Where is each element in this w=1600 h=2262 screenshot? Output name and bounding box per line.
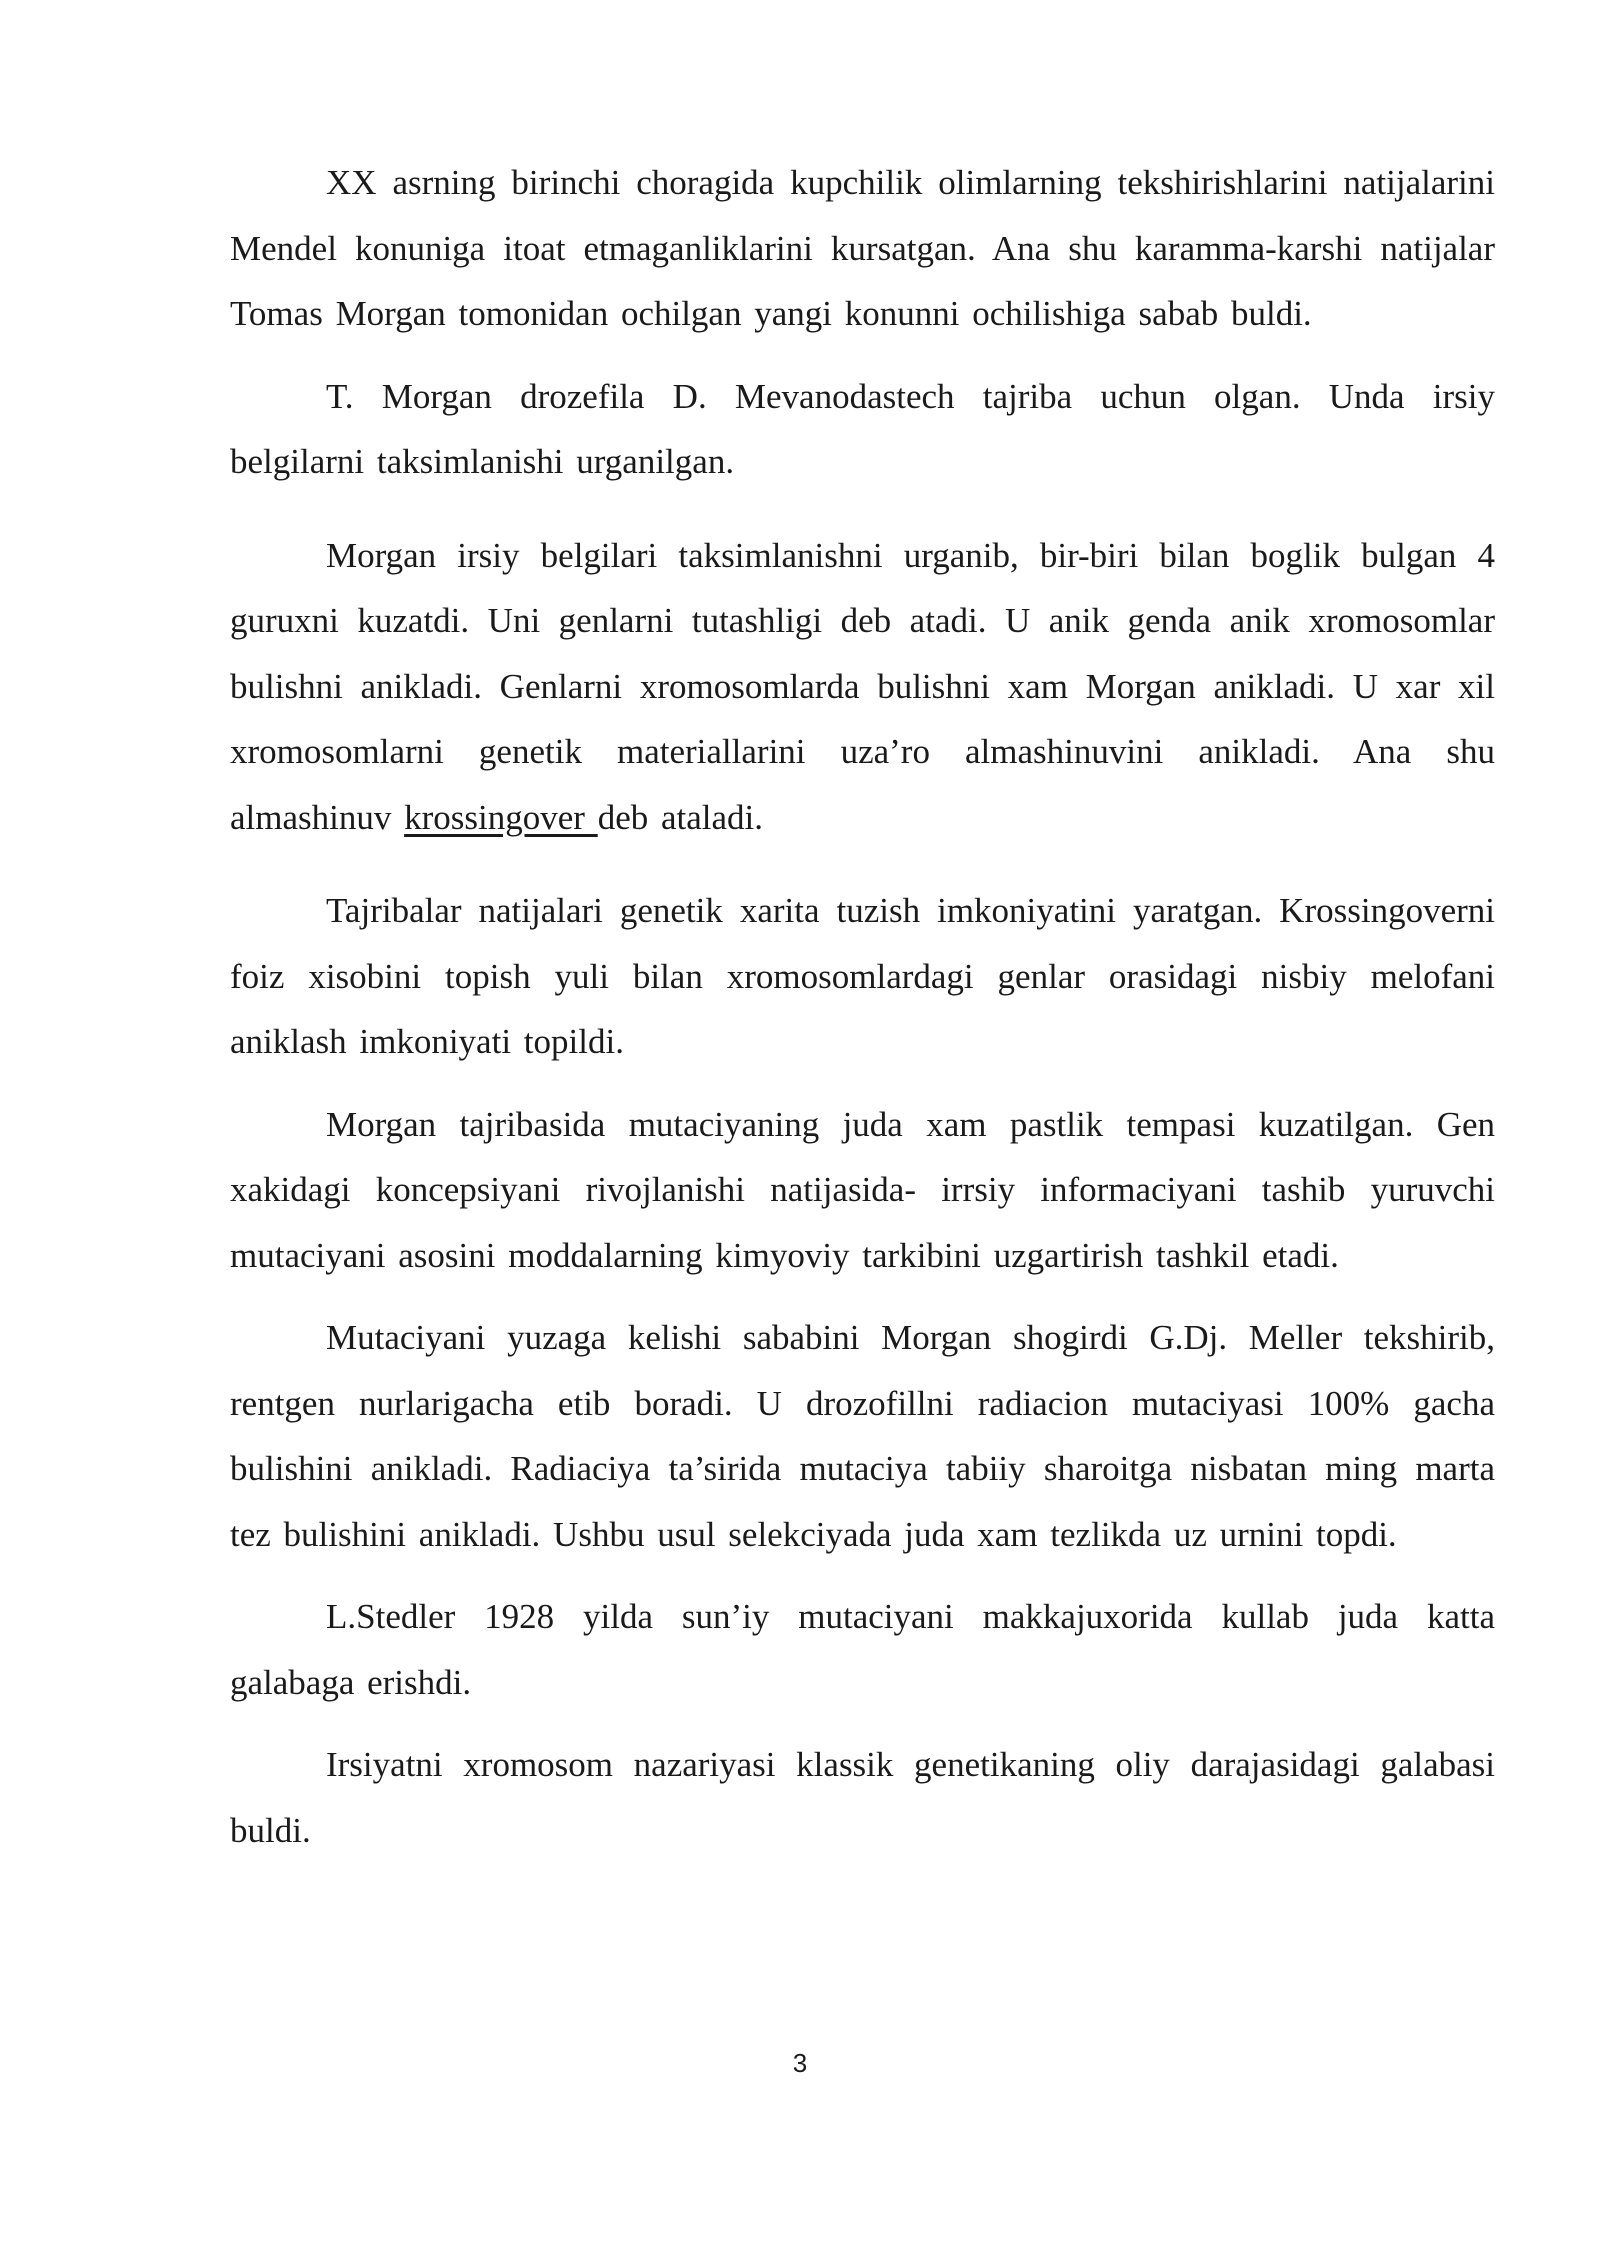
paragraph-7: L.Stedler 1928 yilda sun’iy mutaciyani makkajuxorida kullab juda katta galabaga erishdi. bbox=[230, 1597, 1495, 1702]
paragraph-6: Mutaciyani yuzaga kelishi sababini Morgan shogirdi G.Dj. Meller tekshirib, rentgen nurlarigacha etib boradi. U drozofillni radiacion mutaciyasi 100% gacha bulishini anikladi. Radiaciya ta’sirida mutaciya tabiiy sharoitga nisbatan ming marta tez bulishini anikladi. Ushbu usul selekciyada juda xam tezlikda uz urnini topdi. bbox=[230, 1318, 1495, 1554]
paragraph-3 bbox=[230, 523, 1495, 851]
document-page bbox=[230, 150, 1495, 1863]
paragraph-8: Irsiyatni xromosom nazariyasi klassik genetikaning oliy darajasidagi galabasi buldi. bbox=[230, 1745, 1495, 1850]
paragraph-1: XX asrning birinchi choragida kupchilik olimlarning tekshirishlarini natijalarini Mendel konuniga itoat etmaganliklarini kursatgan. Ana shu karamma-karshi natijalar Tomas Morgan tomonidan ochilgan yangi konunni ochilishiga sabab buldi. bbox=[230, 163, 1495, 333]
paragraph-4: Tajribalar natijalari genetik xarita tuzish imkoniyatini yaratgan. Krossingoverni foiz xisobini topish yuli bilan xromosomlardagi genlar orasidagi nisbiy melofani aniklash imkoniyati topildi. bbox=[230, 891, 1495, 1061]
underlined-term-krossingover: krossingover bbox=[404, 797, 598, 837]
paragraph-2: T. Morgan drozefila D. Mevanodastech tajriba uchun olgan. Unda irsiy belgilarni taksimlanishi urganilgan. bbox=[230, 376, 1495, 481]
paragraph-5: Morgan tajribasida mutaciyaning juda xam pastlik tempasi kuzatilgan. Gen xakidagi koncepsiyani rivojlanishi natijasida- irrsiy informaciyani tashib yuruvchi mutaciyani asosini moddalarning kimyoviy tarkibini uzgartirish tashkil etadi. bbox=[230, 1104, 1495, 1275]
paragraph-3-text-after: deb ataladi. bbox=[597, 797, 763, 837]
paragraph-3-text-before: Morgan irsiy belgilari taksimlanishni urganib, bir-biri bilan boglik bulgan 4 guruxni kuzatdi. Uni genlarni tutashligi deb atadi. U anik genda anik xromosomlar bulishni anikladi. Genlarni xromosomlarda bulishni xam Morgan anikladi. U xar xil xromosomlarni genetik materiallarini uza’ro almashinuvini anikladi. Ana shu almashinuv bbox=[230, 535, 1495, 837]
page-number: 3 bbox=[792, 2048, 808, 2078]
